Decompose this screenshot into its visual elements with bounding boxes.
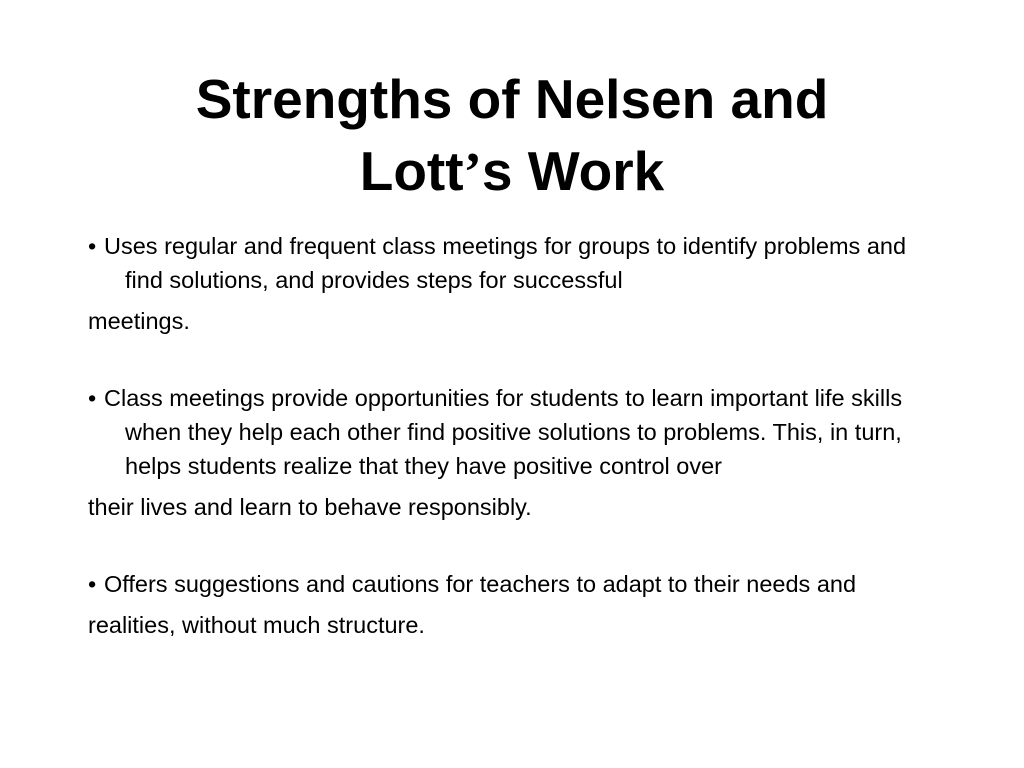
bullet-item-2 [88,381,948,524]
bullet-marker: • [88,385,97,411]
bullet-text-3 [88,567,948,601]
bullet-marker: • [88,571,97,597]
bullet-2-text: Class meetings provide opportunities for students to learn important life skills when they help each other find positive solutions to problems. This, in turn, helps students realize that they have positive control over [104,385,903,479]
bullet-2-continuation: their lives and learn to behave responsibly. [88,494,532,520]
slide-title-line-1: Strengths of Nelsen and [195,68,829,130]
bullet-text-1 [88,229,948,297]
slide-title-line-2 [100,135,924,208]
slide-title [100,63,924,208]
bullet-item-3 [88,567,948,642]
bullet-3-continuation: realities, without much structure. [88,612,425,638]
bullet-text-2 [88,381,948,483]
slide-title-line-2-end: s Work [481,140,665,202]
slide-title-apostrophe: ’ [463,141,482,202]
bullet-item-1 [88,229,948,338]
bullet-3-text: Offers suggestions and cautions for teachers to adapt to their needs and [104,571,857,597]
slide-title-line-2-start: Lott [359,140,464,202]
bullet-1-continuation: meetings. [88,308,190,334]
bullet-marker: • [88,233,97,259]
slide-body [88,229,948,642]
bullet-1-text: Uses regular and frequent class meetings for groups to identify problems and find solutions, and provides steps for successful [104,233,907,293]
